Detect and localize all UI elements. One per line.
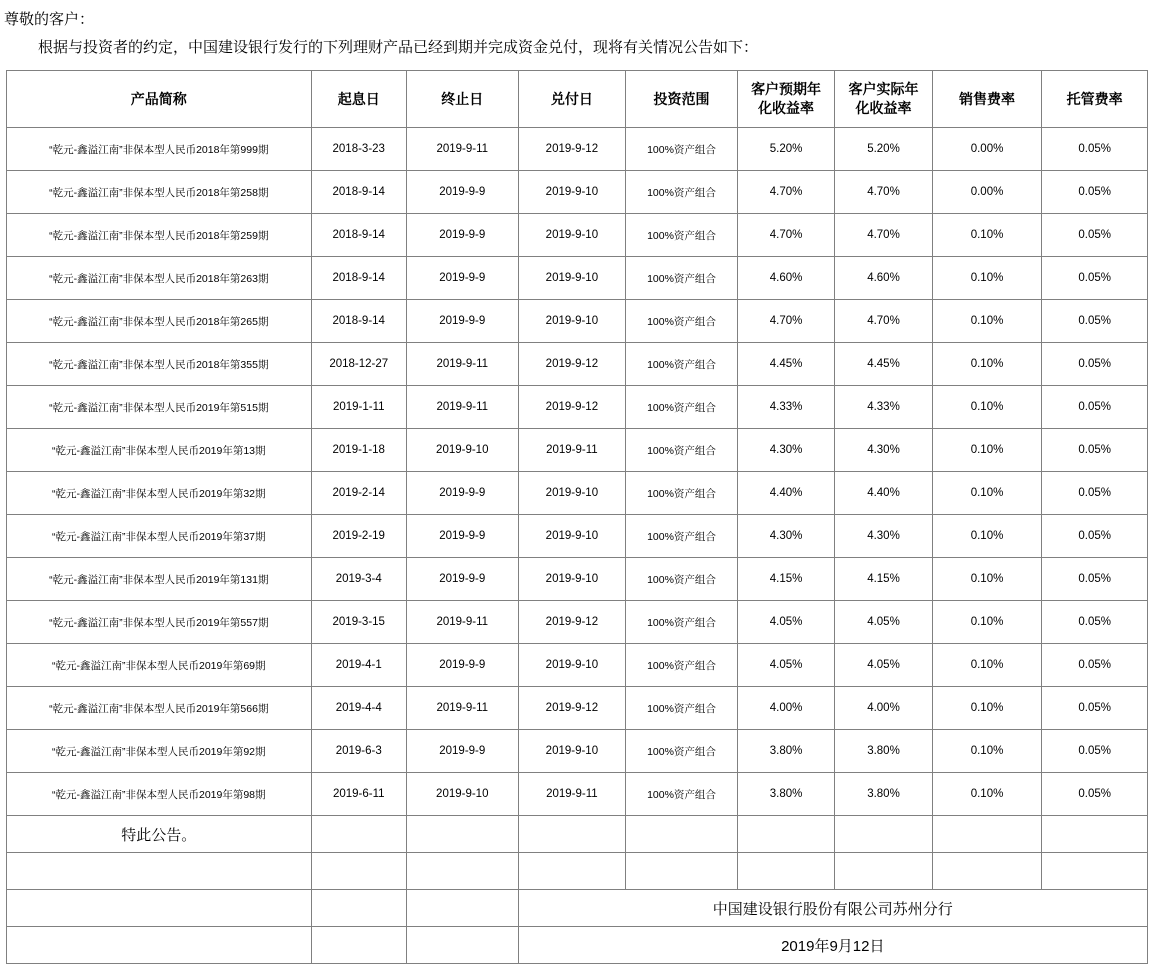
cell-actual-rate: 4.45%	[835, 343, 932, 386]
cell-payment-date: 2019-9-12	[518, 128, 626, 171]
table-row	[7, 257, 1148, 300]
cell-trust-fee: 0.05%	[1042, 386, 1148, 429]
notice-row	[7, 816, 1148, 853]
cell-investment-scope: 100%资产组合	[626, 472, 738, 515]
col-header-expected-rate-line1: 客户预期年	[751, 81, 822, 98]
cell-product-name: “乾元-鑫溢江南”非保本型人民币2018年第265期	[7, 300, 312, 343]
table-row	[7, 386, 1148, 429]
cell-payment-date: 2019-9-10	[518, 214, 626, 257]
cell-start-date: 2019-1-18	[311, 429, 406, 472]
blank-cell	[1042, 853, 1148, 890]
cell-start-date: 2018-9-14	[311, 171, 406, 214]
cell-product-name: “乾元-鑫溢江南”非保本型人民币2019年第515期	[7, 386, 312, 429]
intro-paragraph: 根据与投资者的约定，中国建设银行发行的下列理财产品已经到期并完成资金兑付，现将有关情况公告如下：	[38, 39, 759, 56]
blank-cell	[406, 890, 518, 927]
cell-actual-rate: 4.30%	[835, 429, 932, 472]
cell-start-date: 2019-2-19	[311, 515, 406, 558]
cell-end-date: 2019-9-10	[406, 773, 518, 816]
cell-end-date: 2019-9-9	[406, 472, 518, 515]
blank-cell	[311, 927, 406, 964]
cell-actual-rate: 3.80%	[835, 773, 932, 816]
cell-expected-rate: 4.05%	[737, 601, 834, 644]
cell-sale-fee: 0.00%	[932, 128, 1042, 171]
cell-investment-scope: 100%资产组合	[626, 214, 738, 257]
table-row	[7, 601, 1148, 644]
blank-cell	[406, 816, 518, 853]
cell-expected-rate: 5.20%	[737, 128, 834, 171]
cell-expected-rate: 4.30%	[737, 515, 834, 558]
cell-investment-scope: 100%资产组合	[626, 257, 738, 300]
cell-actual-rate: 3.80%	[835, 730, 932, 773]
signature-row	[7, 890, 1148, 927]
cell-product-name: “乾元-鑫溢江南”非保本型人民币2018年第259期	[7, 214, 312, 257]
cell-end-date: 2019-9-9	[406, 257, 518, 300]
cell-sale-fee: 0.10%	[932, 644, 1042, 687]
cell-sale-fee: 0.10%	[932, 257, 1042, 300]
col-header-payment-date: 兑付日	[518, 71, 626, 128]
table-row	[7, 730, 1148, 773]
cell-product-name: “乾元-鑫溢江南”非保本型人民币2019年第32期	[7, 472, 312, 515]
table-row	[7, 429, 1148, 472]
cell-trust-fee: 0.05%	[1042, 128, 1148, 171]
cell-actual-rate: 5.20%	[835, 128, 932, 171]
blank-cell	[311, 890, 406, 927]
table-row	[7, 515, 1148, 558]
cell-start-date: 2018-9-14	[311, 300, 406, 343]
blank-cell	[7, 890, 312, 927]
cell-expected-rate: 4.40%	[737, 472, 834, 515]
date-row	[7, 927, 1148, 964]
col-header-product-name: 产品简称	[7, 71, 312, 128]
cell-expected-rate: 4.70%	[737, 300, 834, 343]
cell-trust-fee: 0.05%	[1042, 343, 1148, 386]
cell-start-date: 2018-3-23	[311, 128, 406, 171]
cell-expected-rate: 4.30%	[737, 429, 834, 472]
cell-trust-fee: 0.05%	[1042, 429, 1148, 472]
cell-start-date: 2019-3-4	[311, 558, 406, 601]
cell-expected-rate: 4.33%	[737, 386, 834, 429]
col-header-end-date: 终止日	[406, 71, 518, 128]
blank-cell	[737, 816, 834, 853]
cell-end-date: 2019-9-11	[406, 343, 518, 386]
table-row	[7, 644, 1148, 687]
cell-product-name: “乾元-鑫溢江南”非保本型人民币2019年第69期	[7, 644, 312, 687]
cell-start-date: 2018-9-14	[311, 257, 406, 300]
signature-text: 中国建设银行股份有限公司苏州分行	[518, 890, 1147, 927]
table-header	[7, 71, 1148, 128]
cell-start-date: 2019-6-11	[311, 773, 406, 816]
cell-actual-rate: 4.40%	[835, 472, 932, 515]
cell-end-date: 2019-9-11	[406, 128, 518, 171]
cell-expected-rate: 4.70%	[737, 171, 834, 214]
cell-investment-scope: 100%资产组合	[626, 687, 738, 730]
cell-product-name: “乾元-鑫溢江南”非保本型人民币2018年第355期	[7, 343, 312, 386]
signature-date: 2019年9月12日	[518, 927, 1147, 964]
cell-expected-rate: 4.05%	[737, 644, 834, 687]
cell-payment-date: 2019-9-10	[518, 300, 626, 343]
table-row	[7, 343, 1148, 386]
cell-payment-date: 2019-9-10	[518, 515, 626, 558]
col-header-actual-rate-line1: 客户实际年	[848, 81, 919, 98]
cell-investment-scope: 100%资产组合	[626, 773, 738, 816]
cell-trust-fee: 0.05%	[1042, 300, 1148, 343]
cell-sale-fee: 0.10%	[932, 429, 1042, 472]
cell-investment-scope: 100%资产组合	[626, 300, 738, 343]
blank-cell	[835, 853, 932, 890]
cell-product-name: “乾元-鑫溢江南”非保本型人民币2019年第37期	[7, 515, 312, 558]
col-header-trust-fee: 托管费率	[1042, 71, 1148, 128]
cell-sale-fee: 0.10%	[932, 343, 1042, 386]
cell-investment-scope: 100%资产组合	[626, 558, 738, 601]
cell-end-date: 2019-9-9	[406, 171, 518, 214]
cell-product-name: “乾元-鑫溢江南”非保本型人民币2019年第13期	[7, 429, 312, 472]
salutation-text: 尊敬的客户：	[4, 11, 95, 28]
cell-product-name: “乾元-鑫溢江南”非保本型人民币2019年第131期	[7, 558, 312, 601]
cell-sale-fee: 0.10%	[932, 730, 1042, 773]
blank-cell	[835, 816, 932, 853]
cell-sale-fee: 0.10%	[932, 773, 1042, 816]
blank-cell	[311, 816, 406, 853]
cell-sale-fee: 0.10%	[932, 214, 1042, 257]
cell-payment-date: 2019-9-12	[518, 601, 626, 644]
cell-start-date: 2019-2-14	[311, 472, 406, 515]
cell-start-date: 2019-4-1	[311, 644, 406, 687]
col-header-expected-rate	[737, 71, 834, 128]
cell-actual-rate: 4.60%	[835, 257, 932, 300]
cell-trust-fee: 0.05%	[1042, 257, 1148, 300]
cell-product-name: “乾元-鑫溢江南”非保本型人民币2019年第92期	[7, 730, 312, 773]
cell-end-date: 2019-9-9	[406, 730, 518, 773]
cell-end-date: 2019-9-9	[406, 515, 518, 558]
cell-investment-scope: 100%资产组合	[626, 386, 738, 429]
blank-cell	[7, 853, 312, 890]
cell-payment-date: 2019-9-10	[518, 171, 626, 214]
cell-product-name: “乾元-鑫溢江南”非保本型人民币2018年第263期	[7, 257, 312, 300]
cell-end-date: 2019-9-9	[406, 558, 518, 601]
cell-trust-fee: 0.05%	[1042, 171, 1148, 214]
table-header-row	[7, 71, 1148, 128]
col-header-actual-rate-line2: 化收益率	[855, 100, 912, 116]
table-row	[7, 171, 1148, 214]
blank-cell	[406, 927, 518, 964]
col-header-start-date: 起息日	[311, 71, 406, 128]
cell-start-date: 2019-4-4	[311, 687, 406, 730]
blank-cell	[7, 927, 312, 964]
table-row	[7, 300, 1148, 343]
cell-end-date: 2019-9-9	[406, 214, 518, 257]
cell-expected-rate: 4.70%	[737, 214, 834, 257]
cell-start-date: 2019-1-11	[311, 386, 406, 429]
cell-sale-fee: 0.00%	[932, 171, 1042, 214]
cell-payment-date: 2019-9-10	[518, 472, 626, 515]
cell-actual-rate: 4.05%	[835, 601, 932, 644]
cell-investment-scope: 100%资产组合	[626, 429, 738, 472]
cell-actual-rate: 4.30%	[835, 515, 932, 558]
cell-expected-rate: 4.45%	[737, 343, 834, 386]
cell-sale-fee: 0.10%	[932, 687, 1042, 730]
blank-cell	[626, 853, 738, 890]
cell-actual-rate: 4.15%	[835, 558, 932, 601]
cell-investment-scope: 100%资产组合	[626, 128, 738, 171]
table-footer-rows	[7, 816, 1148, 964]
cell-trust-fee: 0.05%	[1042, 773, 1148, 816]
cell-product-name: “乾元-鑫溢江南”非保本型人民币2019年第566期	[7, 687, 312, 730]
blank-cell	[518, 853, 626, 890]
cell-actual-rate: 4.70%	[835, 300, 932, 343]
blank-cell	[932, 853, 1042, 890]
cell-end-date: 2019-9-9	[406, 644, 518, 687]
cell-expected-rate: 4.00%	[737, 687, 834, 730]
cell-end-date: 2019-9-11	[406, 601, 518, 644]
cell-trust-fee: 0.05%	[1042, 558, 1148, 601]
cell-trust-fee: 0.05%	[1042, 601, 1148, 644]
cell-start-date: 2019-6-3	[311, 730, 406, 773]
cell-payment-date: 2019-9-12	[518, 343, 626, 386]
cell-end-date: 2019-9-10	[406, 429, 518, 472]
cell-product-name: “乾元-鑫溢江南”非保本型人民币2018年第999期	[7, 128, 312, 171]
cell-sale-fee: 0.10%	[932, 472, 1042, 515]
cell-investment-scope: 100%资产组合	[626, 644, 738, 687]
cell-actual-rate: 4.70%	[835, 214, 932, 257]
cell-expected-rate: 3.80%	[737, 730, 834, 773]
cell-actual-rate: 4.70%	[835, 171, 932, 214]
table-row	[7, 773, 1148, 816]
cell-investment-scope: 100%资产组合	[626, 730, 738, 773]
cell-end-date: 2019-9-9	[406, 300, 518, 343]
cell-investment-scope: 100%资产组合	[626, 343, 738, 386]
cell-start-date: 2019-3-15	[311, 601, 406, 644]
cell-payment-date: 2019-9-10	[518, 257, 626, 300]
cell-expected-rate: 3.80%	[737, 773, 834, 816]
cell-payment-date: 2019-9-10	[518, 558, 626, 601]
table-row	[7, 558, 1148, 601]
cell-payment-date: 2019-9-12	[518, 687, 626, 730]
blank-cell	[932, 816, 1042, 853]
table-row	[7, 128, 1148, 171]
col-header-investment-scope: 投资范围	[626, 71, 738, 128]
cell-payment-date: 2019-9-12	[518, 386, 626, 429]
table-row	[7, 687, 1148, 730]
blank-cell	[626, 816, 738, 853]
cell-investment-scope: 100%资产组合	[626, 515, 738, 558]
cell-actual-rate: 4.05%	[835, 644, 932, 687]
cell-payment-date: 2019-9-10	[518, 644, 626, 687]
table-row	[7, 472, 1148, 515]
cell-expected-rate: 4.15%	[737, 558, 834, 601]
notice-text: 特此公告。	[7, 816, 312, 853]
cell-sale-fee: 0.10%	[932, 515, 1042, 558]
product-table	[6, 70, 1148, 964]
cell-actual-rate: 4.00%	[835, 687, 932, 730]
col-header-sale-fee: 销售费率	[932, 71, 1042, 128]
cell-end-date: 2019-9-11	[406, 687, 518, 730]
cell-investment-scope: 100%资产组合	[626, 601, 738, 644]
cell-investment-scope: 100%资产组合	[626, 171, 738, 214]
cell-product-name: “乾元-鑫溢江南”非保本型人民币2019年第98期	[7, 773, 312, 816]
cell-sale-fee: 0.10%	[932, 601, 1042, 644]
cell-trust-fee: 0.05%	[1042, 214, 1148, 257]
cell-sale-fee: 0.10%	[932, 386, 1042, 429]
blank-cell	[311, 853, 406, 890]
cell-sale-fee: 0.10%	[932, 300, 1042, 343]
cell-end-date: 2019-9-11	[406, 386, 518, 429]
cell-product-name: “乾元-鑫溢江南”非保本型人民币2019年第557期	[7, 601, 312, 644]
col-header-actual-rate	[835, 71, 932, 128]
col-header-expected-rate-line2: 化收益率	[758, 100, 815, 116]
cell-trust-fee: 0.05%	[1042, 687, 1148, 730]
cell-payment-date: 2019-9-11	[518, 429, 626, 472]
cell-expected-rate: 4.60%	[737, 257, 834, 300]
blank-cell	[737, 853, 834, 890]
cell-product-name: “乾元-鑫溢江南”非保本型人民币2018年第258期	[7, 171, 312, 214]
cell-trust-fee: 0.05%	[1042, 515, 1148, 558]
table-body	[7, 128, 1148, 816]
spacer-row	[7, 853, 1148, 890]
cell-sale-fee: 0.10%	[932, 558, 1042, 601]
blank-cell	[406, 853, 518, 890]
cell-actual-rate: 4.33%	[835, 386, 932, 429]
blank-cell	[518, 816, 626, 853]
cell-trust-fee: 0.05%	[1042, 730, 1148, 773]
cell-trust-fee: 0.05%	[1042, 644, 1148, 687]
cell-payment-date: 2019-9-11	[518, 773, 626, 816]
table-row	[7, 214, 1148, 257]
blank-cell	[1042, 816, 1148, 853]
cell-trust-fee: 0.05%	[1042, 472, 1148, 515]
cell-payment-date: 2019-9-10	[518, 730, 626, 773]
cell-start-date: 2018-12-27	[311, 343, 406, 386]
cell-start-date: 2018-9-14	[311, 214, 406, 257]
